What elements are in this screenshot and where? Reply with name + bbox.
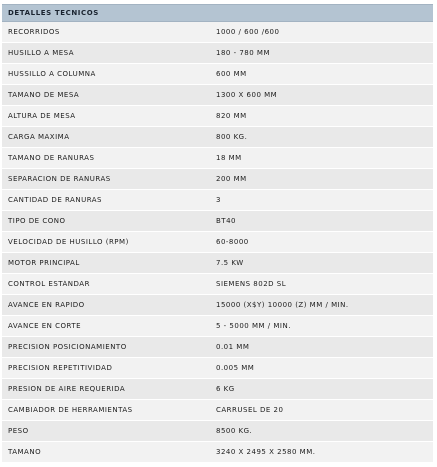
- spec-value: 800 KG.: [216, 133, 248, 141]
- spec-value: 7.5 KW: [216, 259, 244, 267]
- spec-value: 1000 / 600 /600: [216, 28, 280, 36]
- table-row: [2, 442, 433, 463]
- spec-label: ALTURA DE MESA: [8, 112, 76, 120]
- spec-value: 60-8000: [216, 238, 249, 246]
- spec-label: HUSILLO A MESA: [8, 49, 75, 57]
- spec-label: AVANCE EN RAPIDO: [8, 301, 85, 309]
- spec-label: PRECISION POSICIONAMIENTO: [8, 343, 127, 351]
- table-row: [2, 295, 433, 316]
- spec-value: 180 - 780 MM: [216, 49, 271, 57]
- table-row: [2, 400, 433, 421]
- table-row: [2, 169, 433, 190]
- spec-label: TIPO DE CONO: [8, 217, 66, 225]
- table-row: [2, 316, 433, 337]
- spec-label: CONTROL ESTÁNDAR: [8, 280, 90, 288]
- table-row: [2, 22, 433, 43]
- table-row: [2, 232, 433, 253]
- table-row: [2, 358, 433, 379]
- spec-value: 600 MM: [216, 70, 247, 78]
- table-row: [2, 127, 433, 148]
- spec-label: VELOCIDAD DE HUSILLO (RPM): [8, 238, 129, 246]
- spec-value: 18 MM: [216, 154, 242, 162]
- spec-value: 3240 X 2495 X 2580 MM.: [216, 448, 316, 456]
- spec-rows: [2, 22, 433, 463]
- spec-label: SEPARACION DE RANURAS: [8, 175, 111, 183]
- table-row: [2, 85, 433, 106]
- spec-value: 6 KG: [216, 385, 235, 393]
- technical-details-table: [2, 4, 433, 463]
- spec-label: TAMAÑO DE MESA: [8, 91, 80, 99]
- spec-label: RECORRIDOS: [8, 28, 60, 36]
- spec-label: PESO: [8, 427, 29, 435]
- spec-value: 3: [216, 196, 221, 204]
- spec-label: AVANCE EN CORTE: [8, 322, 82, 330]
- table-row: [2, 379, 433, 400]
- spec-label: PRECISION REPETITIVIDAD: [8, 364, 113, 372]
- spec-value: 8500 KG.: [216, 427, 253, 435]
- spec-label: CAMBIADOR DE HERRAMIENTAS: [8, 406, 133, 414]
- spec-value: SIEMENS 802D SL: [216, 280, 287, 288]
- table-header: DETALLES TECNICOS: [2, 4, 433, 22]
- spec-label: MOTOR PRINCIPAL: [8, 259, 80, 267]
- spec-label: PRESION DE AIRE REQUERIDA: [8, 385, 126, 393]
- spec-value: 1300 X 600 MM: [216, 91, 278, 99]
- spec-value: 0.01 MM: [216, 343, 250, 351]
- spec-value: 5 - 5000 MM / MIN.: [216, 322, 291, 330]
- table-row: [2, 43, 433, 64]
- spec-value: 0.005 MM: [216, 364, 255, 372]
- spec-value: 820 MM: [216, 112, 247, 120]
- spec-label: CARGA MAXIMA: [8, 133, 70, 141]
- table-row: [2, 211, 433, 232]
- table-row: [2, 337, 433, 358]
- spec-label: CANTIDAD DE RANURAS: [8, 196, 103, 204]
- table-row: [2, 190, 433, 211]
- table-row: [2, 148, 433, 169]
- spec-label: HUSSILLO A COLUMNA: [8, 70, 96, 78]
- spec-value: 15000 (X$Y) 10000 (Z) MM / MIN.: [216, 301, 349, 309]
- table-row: [2, 253, 433, 274]
- spec-label: TAMAÑO: [8, 448, 42, 456]
- spec-value: BT40: [216, 217, 236, 225]
- table-row: [2, 274, 433, 295]
- spec-value: CARRUSEL DE 20: [216, 406, 284, 414]
- spec-value: 200 MM: [216, 175, 247, 183]
- table-row: [2, 106, 433, 127]
- spec-label: TAMAÑO DE RANURAS: [8, 154, 95, 162]
- table-row: [2, 64, 433, 85]
- table-row: [2, 421, 433, 442]
